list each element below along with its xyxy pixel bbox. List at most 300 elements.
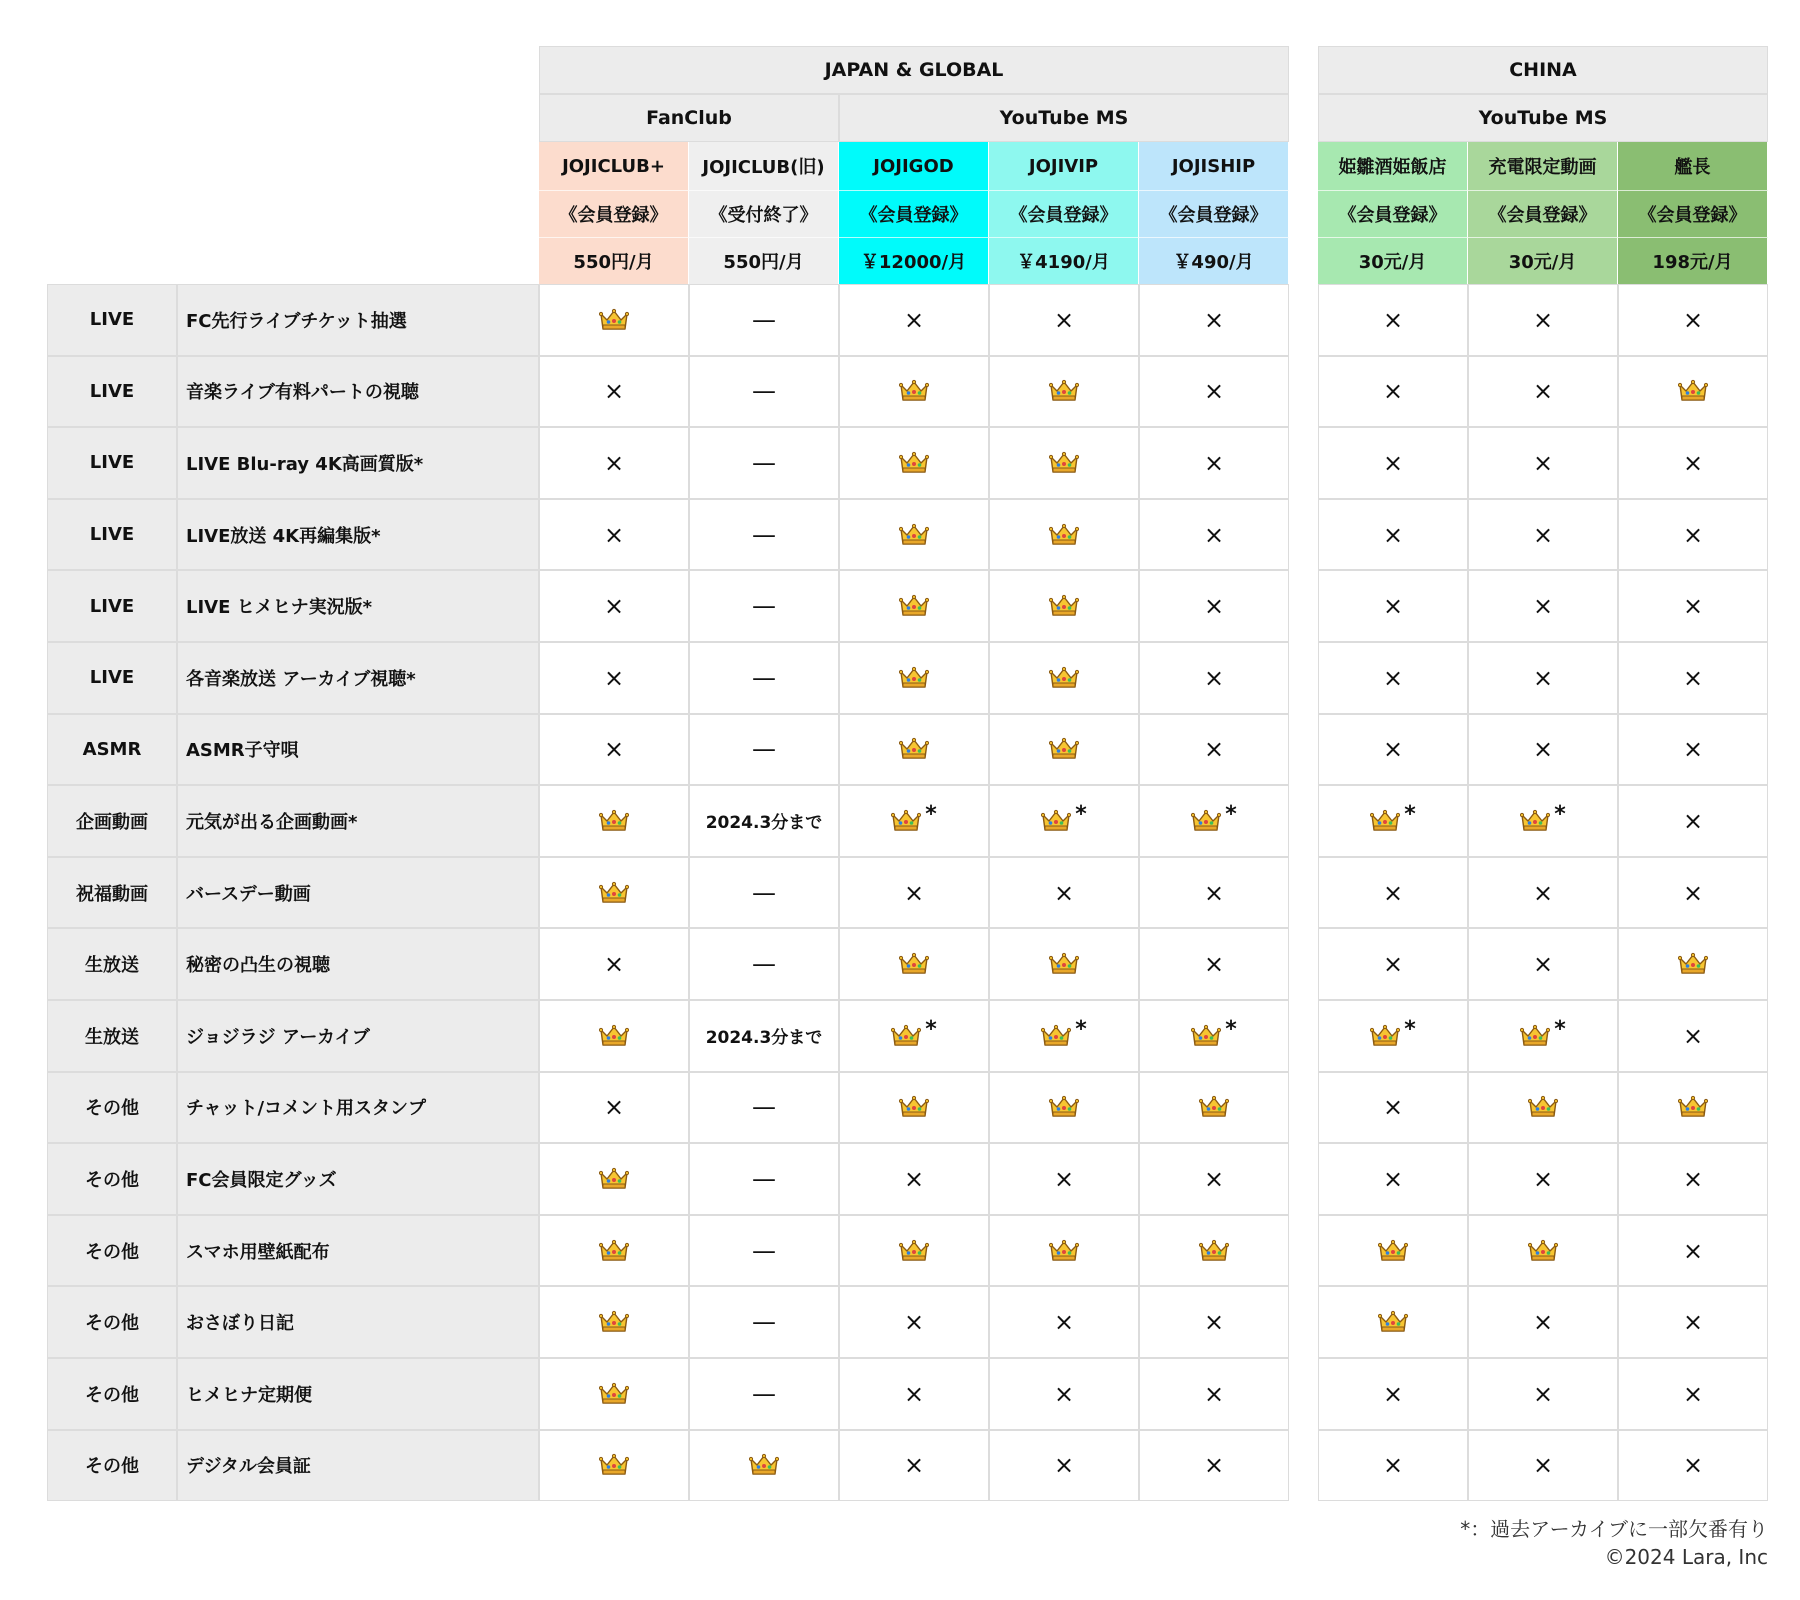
table-cell <box>1618 427 1768 499</box>
cross-mark: × <box>1203 735 1225 764</box>
table-cell <box>839 1143 989 1215</box>
cross-mark: × <box>1203 950 1225 979</box>
plan-name: JOJIGOD <box>873 155 954 177</box>
table-cell <box>539 1143 689 1215</box>
plan-status-link: 《会員登録》 <box>1638 205 1747 226</box>
plan-name: JOJICLUB(旧) <box>702 157 825 178</box>
row-category <box>47 1000 177 1072</box>
cross-mark: × <box>1682 878 1704 907</box>
cross-mark: × <box>903 1379 925 1408</box>
row-category <box>47 642 177 714</box>
table-cell <box>989 1358 1139 1430</box>
row-feature <box>177 785 539 857</box>
cross-mark: × <box>1682 806 1704 835</box>
cross-mark: × <box>1682 1164 1704 1193</box>
plan-status-cell[interactable] <box>1468 190 1618 237</box>
row-category-label: LIVE <box>89 452 135 474</box>
plan-status-cell[interactable] <box>989 190 1139 237</box>
table-cell <box>689 570 839 642</box>
dash-mark: — <box>752 448 776 477</box>
crown-icon <box>899 1095 929 1119</box>
dash-mark: — <box>752 1093 776 1122</box>
table-cell <box>839 785 989 857</box>
cross-mark: × <box>1532 735 1554 764</box>
cross-mark: × <box>1053 878 1075 907</box>
plan-status-link: 《会員登録》 <box>859 205 968 226</box>
crown-icon <box>891 1024 921 1048</box>
table-cell <box>539 570 689 642</box>
table-cell <box>689 427 839 499</box>
row-category-label: LIVE <box>89 667 135 689</box>
row-feature-label: 音楽ライブ有料パートの視聴 <box>186 382 419 404</box>
table-cell <box>1618 857 1768 929</box>
table-cell <box>1139 356 1289 428</box>
row-category <box>47 928 177 1000</box>
crown-icon <box>599 1382 629 1406</box>
table-cell <box>1618 356 1768 428</box>
cross-mark: × <box>1682 1021 1704 1050</box>
plan-price-cell <box>539 237 689 284</box>
crown-icon <box>1528 1239 1558 1263</box>
table-cell <box>839 1358 989 1430</box>
table-cell <box>1139 1358 1289 1430</box>
plan-name: 艦長 <box>1674 157 1711 178</box>
group-header-japan-global <box>539 46 1289 94</box>
dash-mark: — <box>752 663 776 692</box>
table-cell <box>689 284 839 356</box>
crown-icon <box>1049 737 1079 761</box>
cross-mark: × <box>603 735 625 764</box>
table-cell <box>1318 928 1468 1000</box>
table-cell <box>539 1000 689 1072</box>
table-cell <box>1139 642 1289 714</box>
asterisk-mark: * <box>1554 802 1566 828</box>
row-category-label: その他 <box>85 1384 139 1406</box>
table-cell <box>989 356 1139 428</box>
table-cell <box>689 1215 839 1287</box>
table-cell <box>539 1072 689 1144</box>
table-cell <box>1468 356 1618 428</box>
row-category <box>47 714 177 786</box>
cross-mark: × <box>1382 520 1404 549</box>
row-category <box>47 427 177 499</box>
row-feature <box>177 1215 539 1287</box>
cross-mark: × <box>1682 520 1704 549</box>
group-header-label: JAPAN & GLOBAL <box>824 59 1004 81</box>
cross-mark: × <box>1532 663 1554 692</box>
row-feature-label: FC先行ライブチケット抽選 <box>186 310 407 332</box>
cross-mark: × <box>1532 448 1554 477</box>
plan-price-cell <box>1139 237 1289 284</box>
table-cell <box>1318 1000 1468 1072</box>
table-cell <box>1139 928 1289 1000</box>
crown-icon <box>749 1453 779 1477</box>
table-cell <box>1618 642 1768 714</box>
table-cell <box>1139 857 1289 929</box>
cross-mark: × <box>1682 663 1704 692</box>
cross-mark: × <box>1532 520 1554 549</box>
plan-price-cell <box>689 237 839 284</box>
table-cell <box>989 427 1139 499</box>
table-cell <box>1618 499 1768 571</box>
row-feature-label: チャット/コメント用スタンプ <box>186 1098 427 1120</box>
cross-mark: × <box>1053 1164 1075 1193</box>
cross-mark: × <box>1682 1451 1704 1480</box>
cross-mark: × <box>1382 663 1404 692</box>
crown-icon <box>899 952 929 976</box>
dash-mark: — <box>752 377 776 406</box>
plan-price: ￥12000/月 <box>860 252 967 273</box>
plan-status-cell[interactable] <box>1618 190 1768 237</box>
row-feature-label: おさぼり日記 <box>186 1313 294 1335</box>
plan-name: 姫雛酒姫飯店 <box>1338 157 1447 178</box>
row-category <box>47 284 177 356</box>
plan-price-cell <box>1468 237 1618 284</box>
table-cell <box>1618 1430 1768 1502</box>
dash-mark: — <box>752 1379 776 1408</box>
subgroup-header-label: YouTube MS <box>999 107 1129 129</box>
asterisk-mark: * <box>1225 802 1237 828</box>
plan-name-cell <box>1468 142 1618 190</box>
table-cell <box>1468 499 1618 571</box>
row-category-label: ASMR <box>82 738 142 760</box>
cross-mark: × <box>603 950 625 979</box>
table-cell <box>1618 570 1768 642</box>
cross-mark: × <box>1382 377 1404 406</box>
table-cell <box>839 1072 989 1144</box>
table-cell <box>689 1072 839 1144</box>
table-cell <box>1318 570 1468 642</box>
cross-mark: × <box>1682 448 1704 477</box>
table-cell <box>689 1000 839 1072</box>
cross-mark: × <box>603 377 625 406</box>
plan-price: 550円/月 <box>723 252 804 273</box>
crown-icon <box>1049 523 1079 547</box>
table-cell <box>1618 1286 1768 1358</box>
subgroup-header-youtube-ms <box>839 94 1289 142</box>
plan-status-link: 《会員登録》 <box>1488 205 1597 226</box>
plan-status-cell[interactable] <box>839 190 989 237</box>
plan-name: JOJISHIP <box>1171 155 1256 177</box>
row-feature-label: ジョジラジ アーカイブ <box>186 1026 370 1048</box>
plan-price-cell <box>839 237 989 284</box>
cross-mark: × <box>903 305 925 334</box>
row-category <box>47 499 177 571</box>
table-cell <box>1318 356 1468 428</box>
table-cell <box>1618 1072 1768 1144</box>
table-cell <box>539 785 689 857</box>
table-cell <box>989 1143 1139 1215</box>
group-header-label: CHINA <box>1509 59 1577 81</box>
plan-status-cell[interactable] <box>1139 190 1289 237</box>
table-cell <box>539 1358 689 1430</box>
plan-price: 30元/月 <box>1508 252 1577 273</box>
crown-icon <box>1378 1310 1408 1334</box>
asterisk-mark: * <box>1404 802 1416 828</box>
crown-icon <box>1049 952 1079 976</box>
table-cell <box>1139 1072 1289 1144</box>
cross-mark: × <box>1203 878 1225 907</box>
plan-status-cell[interactable] <box>1318 190 1468 237</box>
row-feature-label: LIVE Blu-ray 4K高画質版* <box>186 453 424 475</box>
cross-mark: × <box>1203 377 1225 406</box>
crown-icon <box>899 737 929 761</box>
asterisk-mark: * <box>1404 1017 1416 1043</box>
cross-mark: × <box>1682 735 1704 764</box>
table-cell <box>1468 714 1618 786</box>
table-cell <box>1139 714 1289 786</box>
row-category-label: その他 <box>85 1098 139 1120</box>
row-feature-label: 元気が出る企画動画* <box>186 811 358 833</box>
table-cell <box>1139 499 1289 571</box>
table-cell <box>689 1286 839 1358</box>
table-cell <box>839 1215 989 1287</box>
cross-mark: × <box>1053 305 1075 334</box>
table-cell <box>1139 284 1289 356</box>
crown-icon <box>599 1167 629 1191</box>
table-cell <box>989 570 1139 642</box>
table-cell <box>1618 714 1768 786</box>
row-category-label: その他 <box>85 1169 139 1191</box>
table-cell <box>1318 284 1468 356</box>
table-cell <box>1618 284 1768 356</box>
subgroup-header-label: YouTube MS <box>1478 107 1608 129</box>
row-feature <box>177 1072 539 1144</box>
cross-mark: × <box>1053 1451 1075 1480</box>
cross-mark: × <box>1203 1164 1225 1193</box>
row-feature-label: FC会員限定グッズ <box>186 1169 337 1191</box>
table-cell <box>989 1000 1139 1072</box>
table-cell <box>539 284 689 356</box>
table-cell <box>1318 714 1468 786</box>
cross-mark: × <box>1203 663 1225 692</box>
row-feature-label: ヒメヒナ定期便 <box>186 1384 312 1406</box>
row-feature-label: デジタル会員証 <box>186 1456 311 1478</box>
cross-mark: × <box>1382 1093 1404 1122</box>
cross-mark: × <box>1382 592 1404 621</box>
plan-name: 充電限定動画 <box>1488 157 1597 178</box>
table-cell <box>1318 785 1468 857</box>
table-cell <box>1468 1143 1618 1215</box>
table-cell <box>539 427 689 499</box>
plan-status-cell[interactable] <box>539 190 689 237</box>
table-cell <box>1618 1215 1768 1287</box>
table-cell <box>989 499 1139 571</box>
table-cell <box>989 714 1139 786</box>
crown-icon <box>1678 1095 1708 1119</box>
cross-mark: × <box>1203 448 1225 477</box>
row-feature <box>177 1000 539 1072</box>
crown-icon <box>899 1239 929 1263</box>
cross-mark: × <box>1382 1164 1404 1193</box>
row-category <box>47 1143 177 1215</box>
table-cell <box>539 714 689 786</box>
table-cell <box>1618 1000 1768 1072</box>
cross-mark: × <box>1203 520 1225 549</box>
plan-price: 30元/月 <box>1358 252 1427 273</box>
table-cell <box>1468 1000 1618 1072</box>
table-cell <box>1318 1072 1468 1144</box>
row-category <box>47 1072 177 1144</box>
crown-icon <box>1049 451 1079 475</box>
table-cell <box>1468 284 1618 356</box>
row-feature-label: 各音楽放送 アーカイブ視聴* <box>186 668 416 690</box>
table-cell <box>1318 427 1468 499</box>
cell-text: 2024.3分まで <box>705 813 823 834</box>
table-cell <box>989 928 1139 1000</box>
table-cell <box>1468 642 1618 714</box>
row-feature <box>177 284 539 356</box>
crown-icon <box>1049 594 1079 618</box>
cell-text: 2024.3分まで <box>705 1028 823 1049</box>
cross-mark: × <box>1053 1379 1075 1408</box>
asterisk-mark: * <box>925 1017 937 1043</box>
table-cell <box>1618 928 1768 1000</box>
row-feature-label: スマホ用壁紙配布 <box>186 1241 330 1263</box>
row-feature <box>177 1358 539 1430</box>
subgroup-header-youtube-ms-china <box>1318 94 1768 142</box>
crown-icon <box>1049 1095 1079 1119</box>
table-cell <box>839 1000 989 1072</box>
cross-mark: × <box>903 1308 925 1337</box>
cross-mark: × <box>1532 377 1554 406</box>
table-cell <box>1468 1358 1618 1430</box>
crown-icon <box>1049 666 1079 690</box>
crown-icon <box>599 1239 629 1263</box>
plan-status-link: 《会員登録》 <box>1009 205 1118 226</box>
cross-mark: × <box>1532 1451 1554 1480</box>
row-feature <box>177 356 539 428</box>
table-cell <box>539 928 689 1000</box>
row-feature <box>177 427 539 499</box>
plan-status-link: 《会員登録》 <box>1338 205 1447 226</box>
cross-mark: × <box>603 448 625 477</box>
table-cell <box>689 714 839 786</box>
row-feature <box>177 857 539 929</box>
cross-mark: × <box>603 520 625 549</box>
table-cell <box>539 1430 689 1502</box>
cross-mark: × <box>603 1093 625 1122</box>
table-cell <box>1139 1286 1289 1358</box>
cross-mark: × <box>1382 1451 1404 1480</box>
plan-price: ￥490/月 <box>1173 252 1254 273</box>
cross-mark: × <box>1682 592 1704 621</box>
dash-mark: — <box>752 950 776 979</box>
cross-mark: × <box>1382 448 1404 477</box>
cross-mark: × <box>1532 1308 1554 1337</box>
table-cell <box>989 785 1139 857</box>
table-cell <box>839 499 989 571</box>
crown-icon <box>599 1024 629 1048</box>
table-cell <box>839 1286 989 1358</box>
plan-price: 198元/月 <box>1652 252 1733 273</box>
cross-mark: × <box>903 878 925 907</box>
cross-mark: × <box>1682 305 1704 334</box>
crown-icon <box>1678 952 1708 976</box>
footnote: *：過去アーカイブに一部欠番有り <box>1460 1517 1768 1541</box>
table-cell <box>539 499 689 571</box>
plan-price: ￥4190/月 <box>1017 252 1110 273</box>
row-feature <box>177 642 539 714</box>
table-cell <box>1139 1215 1289 1287</box>
crown-icon <box>599 809 629 833</box>
table-cell <box>539 857 689 929</box>
subgroup-header-label: FanClub <box>646 107 732 129</box>
row-feature-label: LIVE ヒメヒナ実況版* <box>186 597 373 619</box>
table-cell <box>839 928 989 1000</box>
cross-mark: × <box>1382 878 1404 907</box>
crown-icon <box>1678 379 1708 403</box>
row-feature <box>177 714 539 786</box>
row-category-label: LIVE <box>89 524 135 546</box>
table-cell <box>989 642 1139 714</box>
plan-name-cell <box>539 142 689 190</box>
crown-icon <box>1049 1239 1079 1263</box>
row-category <box>47 1286 177 1358</box>
dash-mark: — <box>752 878 776 907</box>
table-cell <box>839 857 989 929</box>
asterisk-mark: * <box>1075 1017 1087 1043</box>
cross-mark: × <box>1382 735 1404 764</box>
table-cell <box>689 642 839 714</box>
table-cell <box>1318 1358 1468 1430</box>
table-cell <box>1139 427 1289 499</box>
table-cell <box>689 1358 839 1430</box>
cross-mark: × <box>903 1164 925 1193</box>
table-cell <box>989 1286 1139 1358</box>
table-cell <box>1468 570 1618 642</box>
table-cell <box>1318 1286 1468 1358</box>
crown-icon <box>899 451 929 475</box>
plan-status-cell[interactable] <box>689 190 839 237</box>
plan-name-cell <box>1618 142 1768 190</box>
dash-mark: — <box>752 592 776 621</box>
row-category <box>47 1358 177 1430</box>
asterisk-mark: * <box>1554 1017 1566 1043</box>
plan-name-cell <box>1318 142 1468 190</box>
cross-mark: × <box>1382 950 1404 979</box>
row-category <box>47 857 177 929</box>
crown-icon <box>1528 1095 1558 1119</box>
crown-icon <box>1520 809 1550 833</box>
table-cell <box>1318 857 1468 929</box>
crown-icon <box>599 1453 629 1477</box>
row-feature <box>177 1143 539 1215</box>
table-cell <box>839 570 989 642</box>
crown-icon <box>599 1310 629 1334</box>
row-category-label: その他 <box>85 1456 139 1478</box>
table-cell <box>539 1286 689 1358</box>
cross-mark: × <box>603 663 625 692</box>
table-cell <box>1139 785 1289 857</box>
crown-icon <box>899 379 929 403</box>
row-category <box>47 785 177 857</box>
cross-mark: × <box>1532 305 1554 334</box>
crown-icon <box>599 308 629 332</box>
table-cell <box>989 1215 1139 1287</box>
row-feature <box>177 1430 539 1502</box>
crown-icon <box>891 809 921 833</box>
row-feature-label: LIVE放送 4K再編集版* <box>186 525 381 547</box>
table-cell <box>689 785 839 857</box>
table-cell <box>1139 1430 1289 1502</box>
crown-icon <box>1199 1239 1229 1263</box>
group-header-china <box>1318 46 1768 94</box>
crown-icon <box>1191 1024 1221 1048</box>
cross-mark: × <box>1053 1308 1075 1337</box>
asterisk-mark: * <box>925 802 937 828</box>
table-cell <box>839 427 989 499</box>
